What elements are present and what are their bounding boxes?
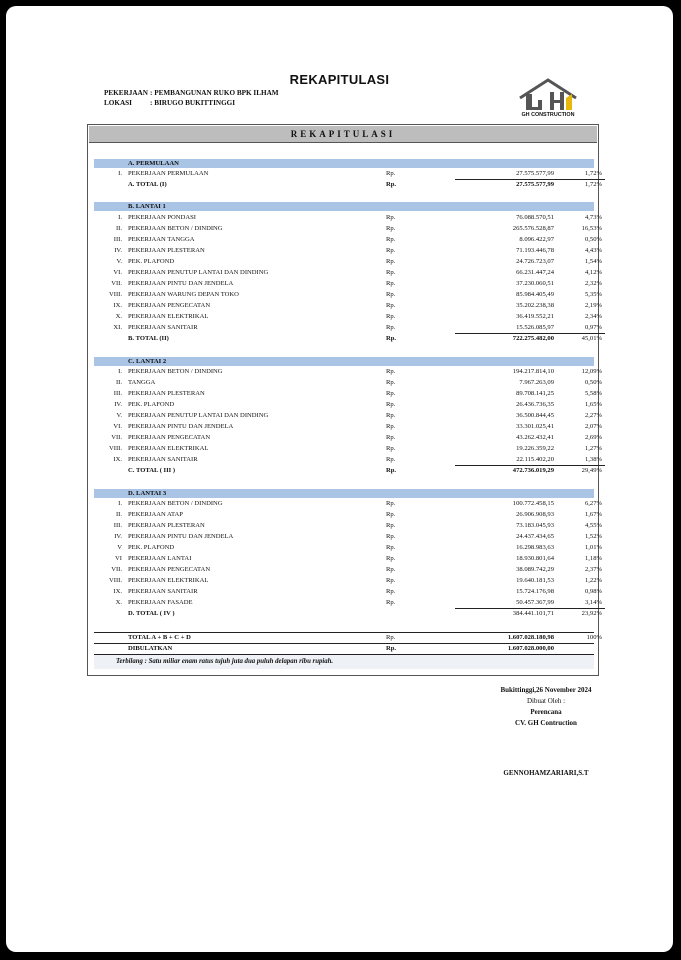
table-row: VIII. PEKERJAAN ELEKTRIKAL Rp. 19.226.359,22 1,27% <box>109 445 602 452</box>
section-header-b: B. LANTAI 1 <box>94 202 594 211</box>
table-row: I. PEKERJAAN PERMULAAN Rp. 27.575.577,99 1,72% <box>118 170 602 177</box>
table-row: I. PEKERJAAN PONDASI Rp. 76.088.570,51 4,73% <box>118 214 602 221</box>
signature-company: CV. GH Contruction <box>515 719 577 727</box>
table-row: II. PEKERJAAN BETON / DINDING Rp. 265.576.528,87 16,53% <box>115 225 602 232</box>
section-total-row: B. TOTAL (II) Rp. 722.275.482,00 45,01% <box>128 335 602 342</box>
table-row: IV. PEKERJAAN PLESTERAN Rp. 71.193.446,78 4,43% <box>114 247 602 254</box>
table-row: II. TANGGA Rp. 7.967.263,09 0,50% <box>115 379 602 386</box>
terbilang-note: Terbilang : Satu miliar enam ratus tujuh juta dua puluh delapan ribu rupiah. <box>94 655 594 669</box>
table-row: VII. PEKERJAAN PENGECATAN Rp. 43.262.432,41 2,69% <box>111 434 602 441</box>
section-header-d: D. LANTAI 3 <box>94 489 594 498</box>
logo-text: GH CONSTRUCTION <box>521 112 575 118</box>
table-row: IX. PEKERJAAN PENGECATAN Rp. 35.202.238,38 2,19% <box>113 302 602 309</box>
table-row: VI. PEKERJAAN PENUTUP LANTAI DAN DINDING Rp. 66.231.447,24 4,12% <box>113 269 602 276</box>
table-row: V. PEK. PLAFOND Rp. 24.726.723,07 1,54% <box>116 258 602 265</box>
table-row: III. PEKERJAAN PLESTERAN Rp. 89.708.141,25 5,58% <box>113 390 602 397</box>
section-total-row: D. TOTAL ( IV ) 384.441.101,71 23,92% <box>128 610 602 617</box>
signature-place-date: Bukittinggi,26 November 2024 <box>500 686 592 694</box>
lokasi-value: : BIRUGO BUKITTINGGI <box>150 99 236 107</box>
pekerjaan-label: PEKERJAAN <box>104 89 148 97</box>
signature-made-by: Dibuat Oleh : <box>526 697 566 705</box>
table-row: IX. PEKERJAAN SANITAIR Rp. 15.724.176,98 0,98% <box>113 588 602 595</box>
document-page <box>6 6 673 952</box>
table-row: V. PEKERJAAN PENUTUP LANTAI DAN DINDING Rp. 36.500.844,45 2,27% <box>116 412 602 419</box>
page-title: REKAPITULASI <box>289 72 390 87</box>
table-row: V PEK. PLAFOND Rp. 16.298.983,63 1,01% <box>117 544 602 551</box>
section-header-a: A. PERMULAAN <box>94 159 594 168</box>
table-row: II. PEKERJAAN ATAP Rp. 26.906.908,93 1,67% <box>115 511 602 518</box>
table-row: VI. PEKERJAAN PINTU DAN JENDELA Rp. 33.301.025,41 2,07% <box>113 423 602 430</box>
table-row: VIII. PEKERJAAN WARUNG DEPAN TOKO Rp. 85.984.405,49 5,35% <box>109 291 602 298</box>
table-row: IX. PEKERJAAN SANITAIR Rp. 22.115.402,20 1,38% <box>113 456 602 463</box>
recap-table-title: REKAPITULASI <box>89 126 597 143</box>
signature-name: GENNOHAMZARIARI,S.T <box>503 769 589 777</box>
table-row: VII. PEKERJAAN PINTU DAN JENDELA Rp. 37.230.060,51 2,32% <box>111 280 602 287</box>
table-row: IV. PEKERJAAN PINTU DAN JENDELA Rp. 24.437.434,65 1,52% <box>114 533 602 540</box>
table-row: VIII. PEKERJAAN ELEKTRIKAL Rp. 19.640.181,53 1,22% <box>109 577 602 584</box>
table-row: IV. PEK. PLAFOND Rp. 26.436.736,35 1,65% <box>114 401 602 408</box>
signature-role: Perencana <box>530 708 562 716</box>
rounded-total-row: DIBULATKAN Rp. 1.607.028.000,00 <box>128 645 554 652</box>
table-row: III. PEKERJAAN PLESTERAN Rp. 73.183.045,93 4,55% <box>113 522 602 529</box>
section-total-row: A. TOTAL (I) Rp. 27.575.577,99 1,72% <box>128 181 602 188</box>
table-row: X. PEKERJAAN FASADE Rp. 50.457.367,99 3,14% <box>115 599 602 606</box>
table-row: I. PEKERJAAN BETON / DINDING Rp. 194.217.814,10 12,09% <box>118 368 602 375</box>
table-row: VI PEKERJAAN LANTAI Rp. 18.930.801,64 1,18% <box>115 555 602 562</box>
table-row: X. PEKERJAAN ELEKTRIKAL Rp. 36.419.552,21 2,34% <box>115 313 602 320</box>
table-row: III. PEKERJAAN TANGGA Rp. 8.096.422,97 0,50% <box>113 236 602 243</box>
pekerjaan-value: : PEMBANGUNAN RUKO BPK ILHAM <box>150 89 279 97</box>
lokasi-label: LOKASI <box>104 99 132 107</box>
table-row: VII. PEKERJAAN PENGECATAN Rp. 38.089.742,29 2,37% <box>111 566 602 573</box>
section-header-c: C. LANTAI 2 <box>94 357 594 366</box>
table-row: XI. PEKERJAAN SANITAIR Rp. 15.526.085,97 0,97% <box>113 324 602 331</box>
grand-total-row: TOTAL A + B + C + D Rp. 1.607.028.180,98 100% <box>128 634 602 641</box>
section-total-row: C. TOTAL ( III ) Rp. 472.736.019,29 29,49% <box>128 467 602 474</box>
table-row: I. PEKERJAAN BETON / DINDING Rp. 100.772.458,15 6,27% <box>118 500 602 507</box>
